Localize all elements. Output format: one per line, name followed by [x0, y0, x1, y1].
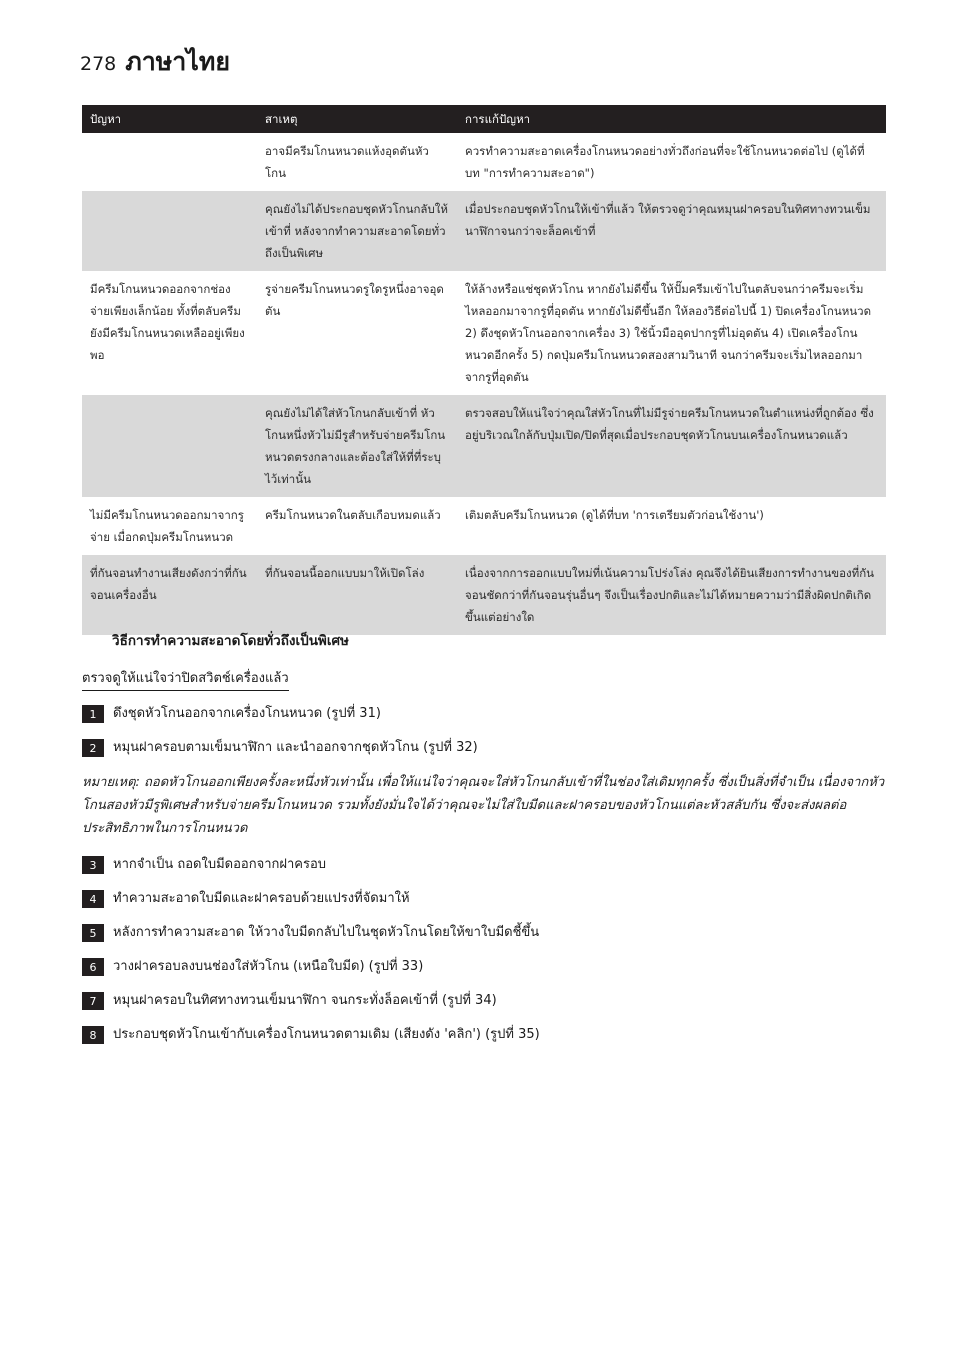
- solution-cell: ควรทำความสะอาดเครื่องโกนหนวดอย่างทั่วถึงก่อนที่จะใช้โกนหนวดต่อไป (ดูได้ที่บท "การทำความสะอาด"): [457, 133, 886, 191]
- problem-cell: [82, 191, 257, 271]
- step-item: [82, 956, 888, 978]
- solution-cell: เมื่อประกอบชุดหัวโกนให้เข้าที่แล้ว ให้ตรวจดูว่าคุณหมุนฝาครอบในทิศทางทวนเข็มนาฬิกาจนกว่าจะล็อคเข้าที่: [457, 191, 886, 271]
- step-item: [82, 1024, 888, 1046]
- step-text: หมุนฝาครอบในทิศทางทวนเข็มนาฬิกา จนกระทั่งล็อคเข้าที่ (รูปที่ 34): [113, 993, 497, 1008]
- table-row: [82, 133, 886, 191]
- step-number-badge: 7: [82, 992, 104, 1010]
- page-header: [80, 42, 230, 82]
- table-row: [82, 271, 886, 395]
- cleaning-section: [82, 628, 888, 1058]
- step-text: ดึงชุดหัวโกนออกจากเครื่องโกนหนวด (รูปที่ 31): [113, 706, 381, 721]
- table-header-row: [82, 105, 886, 133]
- cause-cell: อาจมีครีมโกนหนวดแห้งอุดตันหัวโกน: [257, 133, 457, 191]
- column-header-problem: ปัญหา: [82, 105, 257, 133]
- step-number-badge: 8: [82, 1026, 104, 1044]
- solution-cell: ให้ล้างหรือแช่ชุดหัวโกน หากยังไม่ดีขึ้น ให้ปั๊มครีมเข้าไปในตลับจนกว่าครีมจะเริ่มไหลออกมาจากรูที่อุดตัน หากยังไม่ดีขึ้นอีก ให้ลองวิธีต่อไปนี้ 1) ปิดเครื่องโกนหนวด 2) ดึงชุดหัวโกนออกจากเครื่อง 3) ใช้นิ้วมืออุดปากรูที่ไม่อุดตัน 4) เปิดเครื่องโกนหนวดอีกครั้ง 5) กดปุ่มครีมโกนหนวดสองสามวินาที จนกว่าครีมจะเริ่มไหลออกมาจากรูที่อุดตัน: [457, 271, 886, 395]
- step-item: [82, 854, 888, 876]
- step-text: หมุนฝาครอบตามเข็มนาฬิกา และนำออกจากชุดหัวโกน (รูปที่ 32): [113, 740, 478, 755]
- step-number-badge: 2: [82, 739, 104, 757]
- table-row: [82, 497, 886, 555]
- step-number-badge: 3: [82, 856, 104, 874]
- problem-cell: [82, 395, 257, 497]
- step-text: หลังการทำความสะอาด ให้วางใบมีดกลับไปในชุดหัวโกนโดยให้ขาใบมีดชี้ขึ้น: [113, 925, 540, 940]
- page-title: ภาษาไทย: [125, 47, 231, 76]
- section-title: วิธีการทำความสะอาดโดยทั่วถึงเป็นพิเศษ: [112, 633, 349, 649]
- step-item: [82, 922, 888, 944]
- step-number-badge: 6: [82, 958, 104, 976]
- step-number-badge: 1: [82, 705, 104, 723]
- problem-cell: [82, 133, 257, 191]
- solution-cell: เติมตลับครีมโกนหนวด (ดูได้ที่บท 'การเตรียมตัวก่อนใช้งาน'): [457, 497, 886, 555]
- problem-cell: มีครีมโกนหนวดออกจากช่องจ่ายเพียงเล็กน้อย ทั้งที่ตลับครีมยังมีครีมโกนหนวดเหลืออยู่เพียงพอ: [82, 271, 257, 395]
- solution-cell: ตรวจสอบให้แน่ใจว่าคุณใส่หัวโกนที่ไม่มีรูจ่ายครีมโกนหนวดในตำแหน่งที่ถูกต้อง ซึ่งอยู่บริเวณใกล้กับปุ่มเปิด/ปิดที่สุดเมื่อประกอบชุดหัวโกนบนเครื่องโกนหนวดแล้ว: [457, 395, 886, 497]
- cause-cell: คุณยังไม่ได้ใส่หัวโกนกลับเข้าที่ หัวโกนหนึ่งหัวไม่มีรูสำหรับจ่ายครีมโกนหนวดตรงกลางและต้องใส่ให้ที่ที่ระบุไว้เท่านั้น: [257, 395, 457, 497]
- problem-cell: ที่กันจอนทำงานเสียงดังกว่าที่กันจอนเครื่องอื่น: [82, 555, 257, 635]
- step-item: [82, 990, 888, 1012]
- note-text: หมายเหตุ: ถอดหัวโกนออกเพียงครั้งละหนึ่งหัวเท่านั้น เพื่อให้แน่ใจว่าคุณจะใส่หัวโกนกลับเข้าที่ในช่องใส่เดิมทุกครั้ง ซึ่งเป็นสิ่งที่จำเป็น เนื่องจากหัวโกนสองหัวมีรูพิเศษสำหรับจ่ายครีมโกนหนวด รวมทั้งยังมั่นใจได้ว่าคุณจะไม่ใส่ใบมีดและฝาครอบของหัวโกนแต่ละหัวสลับกัน ซึ่งจะส่งผลต่อประสิทธิภาพในการโกนหนวด: [82, 775, 885, 836]
- troubleshooting-table: [82, 105, 886, 635]
- table-row: [82, 191, 886, 271]
- table-row: [82, 395, 886, 497]
- column-header-cause: สาเหตุ: [257, 105, 457, 133]
- column-header-solution: การแก้ปัญหา: [457, 105, 886, 133]
- solution-cell: เนื่องจากการออกแบบใหม่ที่เน้นความโปร่งโล่ง คุณจึงได้ยินเสียงการทำงานของที่กันจอนชัดกว่าที่กันจอนรุ่นอื่นๆ จึงเป็นเรื่องปกติและไม่ได้หมายความว่ามีสิ่งผิดปกติเกิดขึ้นแต่อย่างใด: [457, 555, 886, 635]
- cause-cell: คุณยังไม่ได้ประกอบชุดหัวโกนกลับให้เข้าที่ หลังจากทำความสะอาดโดยทั่วถึงเป็นพิเศษ: [257, 191, 457, 271]
- step-text: วางฝาครอบลงบนช่องใส่หัวโกน (เหนือใบมีด) (รูปที่ 33): [113, 959, 424, 974]
- step-item: [82, 703, 888, 725]
- check-instruction: ตรวจดูให้แน่ใจว่าปิดสวิตช์เครื่องแล้ว: [82, 668, 289, 691]
- step-text: ประกอบชุดหัวโกนเข้ากับเครื่องโกนหนวดตามเดิม (เสียงดัง 'คลิก') (รูปที่ 35): [113, 1027, 540, 1042]
- page-number: 278: [80, 53, 117, 75]
- cause-cell: ที่กันจอนนี้ออกแบบมาให้เปิดโล่ง: [257, 555, 457, 635]
- step-text: ทำความสะอาดใบมีดและฝาครอบด้วยแปรงที่จัดมาให้: [113, 891, 410, 906]
- step-item: [82, 888, 888, 910]
- step-text: หากจำเป็น ถอดใบมีดออกจากฝาครอบ: [113, 857, 327, 872]
- step-number-badge: 4: [82, 890, 104, 908]
- table-row: [82, 555, 886, 635]
- problem-cell: ไม่มีครีมโกนหนวดออกมาจากรูจ่าย เมื่อกดปุ่มครีมโกนหนวด: [82, 497, 257, 555]
- cause-cell: ครีมโกนหนวดในตลับเกือบหมดแล้ว: [257, 497, 457, 555]
- step-number-badge: 5: [82, 924, 104, 942]
- step-item: [82, 737, 888, 759]
- cause-cell: รูจ่ายครีมโกนหนวดรูใดรูหนึ่งอาจอุดตัน: [257, 271, 457, 395]
